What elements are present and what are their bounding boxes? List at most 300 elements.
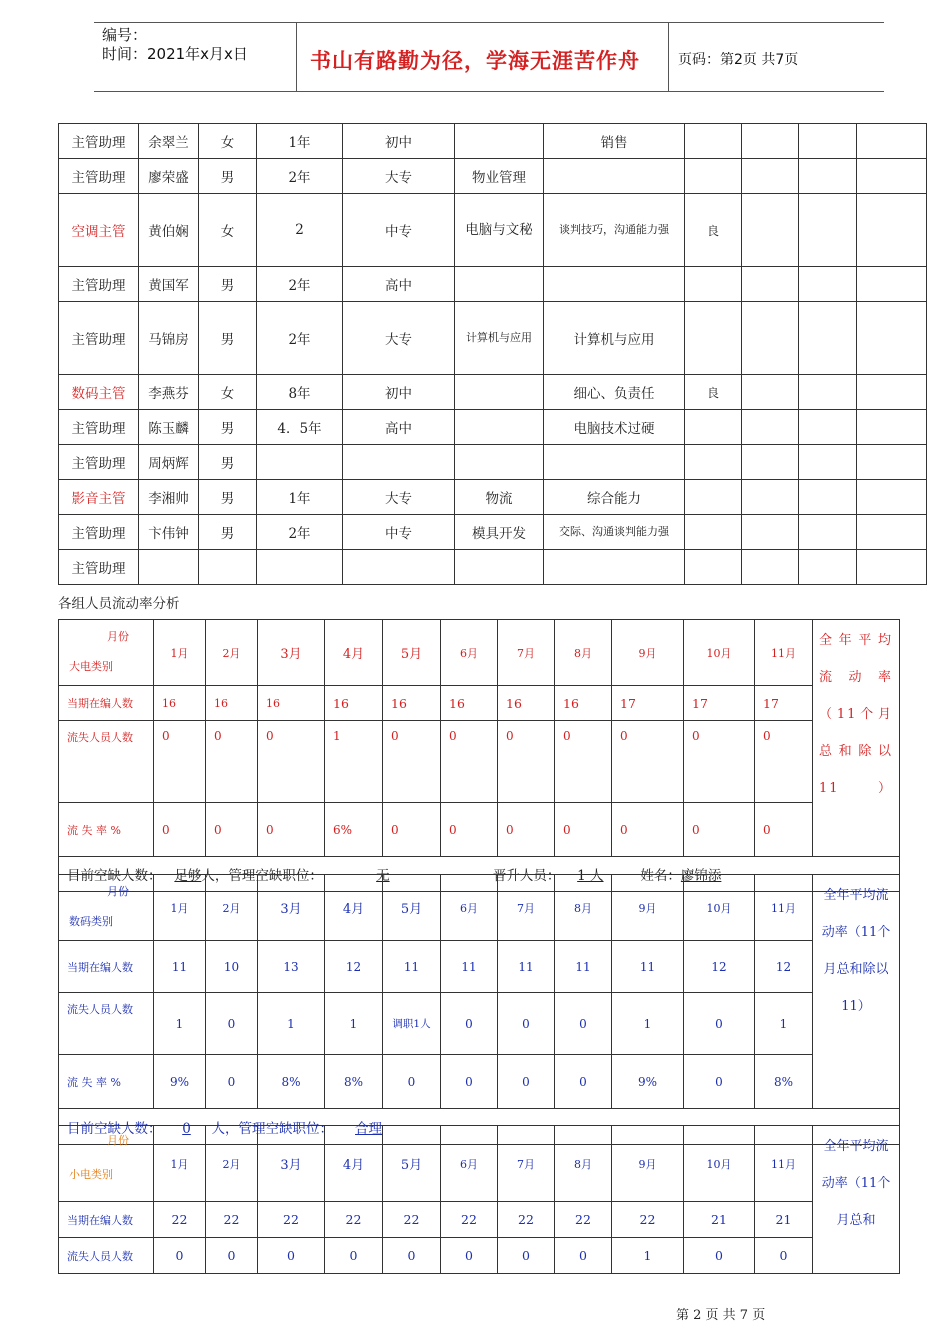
lost-value-cell: 0 (154, 721, 206, 803)
rate-label: 流 失 率 % (59, 803, 154, 857)
rate-value-cell: 0 (154, 803, 206, 857)
month-header-cell: 2月 (206, 875, 258, 941)
lost-value-cell: 0 (498, 721, 555, 803)
staff-edu-cell: 大专 (343, 302, 455, 375)
lost-label: 流失人员人数 (59, 993, 154, 1055)
staff-edu-cell: 初中 (343, 124, 455, 159)
annual-average-note: 全年平均流动率（11个月总和除以11） (821, 888, 891, 1014)
staff-empty-cell (742, 267, 799, 302)
staff-major-cell (455, 124, 544, 159)
rate-value-cell: 0 (206, 803, 258, 857)
header-motto: 书山有路勤为径，学海无涯苦作舟 (310, 48, 640, 73)
lost-value-cell: 0 (555, 993, 612, 1055)
staff-empty-cell (857, 375, 927, 410)
staff-skill-cell: 电脑技术过硬 (544, 410, 685, 445)
rate-value-cell: 0 (684, 803, 755, 857)
staff-edu-cell: 初中 (343, 375, 455, 410)
staffed-value-cell: 11 (154, 941, 206, 993)
month-label: 月份 (107, 885, 129, 898)
month-header-cell: 1月 (154, 1126, 206, 1202)
lost-value-cell: 0 (555, 721, 612, 803)
staff-skill-cell (544, 267, 685, 302)
staff-major-cell (455, 267, 544, 302)
staff-skill-cell: 销售 (544, 124, 685, 159)
staffed-value-cell: 11 (383, 941, 441, 993)
lost-value-cell: 0 (755, 721, 813, 803)
staffed-value-cell: 16 (498, 686, 555, 721)
staff-empty-cell (857, 410, 927, 445)
staff-row (59, 410, 927, 445)
vacancy-value: 0 (182, 1120, 191, 1137)
rate-value-cell: 8% (258, 1055, 325, 1109)
staff-sex-cell: 男 (199, 515, 257, 550)
staff-edu-cell (343, 445, 455, 480)
staff-empty-cell (799, 375, 857, 410)
lost-value-cell: 0 (258, 1238, 325, 1274)
staff-empty-cell (799, 480, 857, 515)
staff-major-cell: 模具开发 (455, 515, 544, 550)
month-header-cell: 5月 (383, 1126, 441, 1202)
staff-years-cell: 2年 (257, 159, 343, 194)
header-divider (296, 23, 297, 91)
staff-post-cell: 主管助理 (59, 515, 139, 550)
staff-years-cell: 1年 (257, 480, 343, 515)
month-header-cell: 3月 (258, 875, 325, 941)
month-label: 月份 (107, 630, 129, 643)
month-header-cell: 11月 (755, 1126, 813, 1202)
rate-value-cell: 0 (258, 803, 325, 857)
rate-value-cell: 8% (755, 1055, 813, 1109)
staff-empty-cell (742, 124, 799, 159)
staff-edu-cell: 中专 (343, 194, 455, 267)
staffed-value-cell: 12 (325, 941, 383, 993)
staffed-value-cell: 21 (684, 1202, 755, 1238)
rate-value-cell: 0 (755, 803, 813, 857)
lost-value-cell: 1 (325, 721, 383, 803)
staff-major-cell (455, 410, 544, 445)
staff-name-cell: 卞伟钟 (139, 515, 199, 550)
staff-grade-cell (685, 550, 742, 585)
flow-table-small-appliance (58, 1125, 900, 1274)
staffed-label: 当期在编人数 (59, 941, 154, 993)
category-label: 大电类别 (69, 660, 113, 673)
header-meta (102, 26, 248, 64)
month-header-cell: 2月 (206, 1126, 258, 1202)
month-header-cell: 6月 (441, 875, 498, 941)
staff-post-cell: 影音主管 (59, 480, 139, 515)
staff-empty-cell (799, 267, 857, 302)
staff-post-cell: 主管助理 (59, 124, 139, 159)
month-header-cell: 10月 (684, 1126, 755, 1202)
staff-grade-cell (685, 159, 742, 194)
staffed-label: 当期在编人数 (59, 686, 154, 721)
lost-value-cell: 1 (258, 993, 325, 1055)
staff-post-cell: 主管助理 (59, 302, 139, 375)
staff-years-cell: 4．5年 (257, 410, 343, 445)
staff-major-cell: 物流 (455, 480, 544, 515)
month-header-cell: 6月 (441, 1126, 498, 1202)
month-header-cell: 5月 (383, 875, 441, 941)
staff-edu-cell: 高中 (343, 410, 455, 445)
month-header-cell: 7月 (498, 1126, 555, 1202)
staffed-value-cell: 16 (154, 686, 206, 721)
staff-empty-cell (857, 515, 927, 550)
staff-post-cell: 空调主管 (59, 194, 139, 267)
staff-row (59, 480, 927, 515)
month-header-cell: 1月 (154, 875, 206, 941)
header-page-number: 页码：第2页 共7页 (678, 52, 799, 68)
staff-row (59, 267, 927, 302)
staff-skill-cell: 综合能力 (544, 480, 685, 515)
lost-value-cell: 0 (755, 1238, 813, 1274)
lost-value-cell: 0 (206, 721, 258, 803)
staff-row (59, 375, 927, 410)
month-header-cell: 7月 (498, 620, 555, 686)
lost-value-cell: 0 (441, 721, 498, 803)
staff-sex-cell: 男 (199, 480, 257, 515)
rate-label: 流 失 率 % (59, 1055, 154, 1109)
staff-empty-cell (799, 194, 857, 267)
staff-name-cell: 陈玉麟 (139, 410, 199, 445)
staff-major-cell: 物业管理 (455, 159, 544, 194)
staffed-value-cell: 12 (684, 941, 755, 993)
rate-value-cell: 0 (383, 803, 441, 857)
month-header-cell: 2月 (206, 620, 258, 686)
month-header-cell: 11月 (755, 875, 813, 941)
lost-value-cell: 1 (612, 993, 684, 1055)
staff-row (59, 124, 927, 159)
staff-row (59, 302, 927, 375)
staff-empty-cell (857, 267, 927, 302)
staffed-value-cell: 22 (383, 1202, 441, 1238)
rate-value-cell: 0 (684, 1055, 755, 1109)
staff-row (59, 550, 927, 585)
month-header-cell: 8月 (555, 1126, 612, 1202)
annual-average-cell (813, 1126, 900, 1274)
promotion-value: 1 人 (577, 868, 604, 884)
staffed-value-cell: 16 (555, 686, 612, 721)
rate-value-cell: 0 (612, 803, 684, 857)
code-label: 编号： (102, 26, 148, 44)
staffed-value-cell: 22 (154, 1202, 206, 1238)
staff-grade-cell (685, 267, 742, 302)
staff-skill-cell (544, 159, 685, 194)
staff-empty-cell (799, 302, 857, 375)
rate-value-cell: 8% (325, 1055, 383, 1109)
staff-sex-cell: 男 (199, 267, 257, 302)
staff-major-cell (455, 445, 544, 480)
month-label: 月份 (107, 1134, 129, 1147)
month-header-cell: 5月 (383, 620, 441, 686)
staff-years-cell: 2年 (257, 267, 343, 302)
promoted-name: 廖锦添 (680, 868, 722, 884)
staff-row (59, 515, 927, 550)
staff-empty-cell (857, 445, 927, 480)
staffed-value-cell: 13 (258, 941, 325, 993)
staff-empty-cell (799, 550, 857, 585)
lost-value-cell: 0 (498, 1238, 555, 1274)
lost-value-cell: 0 (684, 993, 755, 1055)
month-header-cell: 8月 (555, 875, 612, 941)
staffed-value-cell: 16 (206, 686, 258, 721)
staff-empty-cell (799, 410, 857, 445)
staff-years-cell (257, 445, 343, 480)
category-label: 小电类别 (69, 1168, 113, 1181)
staff-empty-cell (857, 550, 927, 585)
staffed-value-cell: 17 (755, 686, 813, 721)
staffed-value-cell: 16 (258, 686, 325, 721)
lost-label: 流失人员人数 (59, 721, 154, 803)
month-header-cell: 8月 (555, 620, 612, 686)
flow-table-big-appliance (58, 619, 900, 892)
staffed-value-cell: 17 (684, 686, 755, 721)
vacancy-post-value: 无 (376, 868, 390, 884)
staff-empty-cell (799, 445, 857, 480)
rate-value-cell: 9% (612, 1055, 684, 1109)
staff-years-cell: 1年 (257, 124, 343, 159)
staff-name-cell: 李湘帅 (139, 480, 199, 515)
staff-empty-cell (742, 480, 799, 515)
staff-row (59, 194, 927, 267)
month-header-row (59, 620, 900, 686)
staffed-value-cell: 10 (206, 941, 258, 993)
staff-skill-cell: 交际、沟通谈判能力强 (544, 515, 685, 550)
month-header-cell: 6月 (441, 620, 498, 686)
staff-empty-cell (742, 375, 799, 410)
staff-grade-cell: 良 (685, 375, 742, 410)
staff-major-cell: 计算机与应用 (455, 302, 544, 375)
staff-name-cell: 廖荣盛 (139, 159, 199, 194)
staff-skill-cell (544, 550, 685, 585)
lost-value-cell: 1 (612, 1238, 684, 1274)
vacancy-post-label: 人，管理空缺职位： (201, 868, 323, 884)
month-header-cell: 9月 (612, 1126, 684, 1202)
staffed-value-cell: 22 (206, 1202, 258, 1238)
staff-name-cell (139, 550, 199, 585)
category-label: 数码类别 (69, 915, 113, 928)
staff-sex-cell: 女 (199, 375, 257, 410)
staff-skill-cell: 谈判技巧，沟通能力强 (544, 194, 685, 267)
rate-value-cell: 0 (383, 1055, 441, 1109)
rate-value-cell: 0 (555, 1055, 612, 1109)
vacancy-label: 目前空缺人数： (67, 868, 162, 884)
lost-value-cell: 1 (755, 993, 813, 1055)
staff-skill-cell: 计算机与应用 (544, 302, 685, 375)
month-header-cell: 3月 (258, 620, 325, 686)
staff-empty-cell (742, 410, 799, 445)
lost-value-cell: 0 (441, 1238, 498, 1274)
staffed-value-cell: 12 (755, 941, 813, 993)
lost-value-cell: 0 (383, 1238, 441, 1274)
month-header-cell: 10月 (684, 875, 755, 941)
staff-post-cell: 主管助理 (59, 267, 139, 302)
staff-sex-cell: 男 (199, 159, 257, 194)
staff-edu-cell: 大专 (343, 480, 455, 515)
staff-grade-cell (685, 480, 742, 515)
staffed-value-cell: 22 (258, 1202, 325, 1238)
staffed-value-cell: 22 (555, 1202, 612, 1238)
staffed-value-cell: 17 (612, 686, 684, 721)
staff-name-cell: 余翠兰 (139, 124, 199, 159)
staffed-label: 当期在编人数 (59, 1202, 154, 1238)
section-title: 各组人员流动率分析 (58, 596, 180, 612)
staff-edu-cell: 中专 (343, 515, 455, 550)
lost-value-cell: 0 (383, 721, 441, 803)
month-header-cell: 10月 (684, 620, 755, 686)
staff-skill-cell: 细心、负责任 (544, 375, 685, 410)
promotion-label: 晋升人员： (492, 868, 561, 884)
staff-empty-cell (799, 159, 857, 194)
rate-value-cell: 0 (441, 803, 498, 857)
rate-value-cell: 0 (441, 1055, 498, 1109)
staff-post-cell: 主管助理 (59, 550, 139, 585)
month-header-cell: 4月 (325, 620, 383, 686)
lost-value-cell: 1 (325, 993, 383, 1055)
staffed-value-cell: 16 (383, 686, 441, 721)
staff-sex-cell: 女 (199, 124, 257, 159)
vacancy-post-value: 合理 (355, 1120, 382, 1137)
staff-name-cell: 马锦房 (139, 302, 199, 375)
staff-sex-cell: 男 (199, 410, 257, 445)
staff-grade-cell (685, 410, 742, 445)
staff-empty-cell (857, 194, 927, 267)
rate-value-cell: 6% (325, 803, 383, 857)
vacancy-post-label: 人，管理空缺职位： (211, 1120, 333, 1137)
staff-empty-cell (857, 302, 927, 375)
time-label: 时间：2021年x月x日 (102, 45, 248, 63)
staff-edu-cell: 大专 (343, 159, 455, 194)
staff-name-cell: 李燕芬 (139, 375, 199, 410)
month-category-header (59, 1126, 154, 1202)
staffed-value-cell: 22 (612, 1202, 684, 1238)
staff-major-cell: 电脑与文秘 (455, 194, 544, 267)
staff-empty-cell (857, 124, 927, 159)
staff-name-cell: 周炳辉 (139, 445, 199, 480)
staffed-value-cell: 22 (498, 1202, 555, 1238)
staff-post-cell: 数码主管 (59, 375, 139, 410)
staffed-value-cell: 11 (441, 941, 498, 993)
page-header (94, 22, 884, 92)
month-header-cell: 1月 (154, 620, 206, 686)
staff-edu-cell: 高中 (343, 267, 455, 302)
staff-years-cell: 2年 (257, 515, 343, 550)
staff-sex-cell (199, 550, 257, 585)
staff-name-cell: 黄国军 (139, 267, 199, 302)
staffed-value-cell: 16 (325, 686, 383, 721)
month-header-cell: 3月 (258, 1126, 325, 1202)
staff-years-cell: 8年 (257, 375, 343, 410)
staff-sex-cell: 男 (199, 445, 257, 480)
staff-row (59, 445, 927, 480)
month-header-cell: 4月 (325, 1126, 383, 1202)
month-header-cell: 9月 (612, 875, 684, 941)
staff-empty-cell (742, 194, 799, 267)
staff-grade-cell (685, 445, 742, 480)
page-footer: 第 2 页 共 7 页 (676, 1308, 766, 1323)
annual-average-cell (813, 875, 900, 1109)
staffed-value-cell: 11 (612, 941, 684, 993)
lost-value-cell: 0 (206, 1238, 258, 1274)
staff-major-cell (455, 375, 544, 410)
lost-value-cell: 0 (684, 1238, 755, 1274)
lost-value-cell: 0 (258, 721, 325, 803)
header-divider (668, 23, 669, 91)
name-label: 姓名： (640, 868, 681, 884)
rate-value-cell: 0 (498, 803, 555, 857)
staff-empty-cell (799, 515, 857, 550)
staff-years-cell (257, 550, 343, 585)
staffed-value-cell: 11 (555, 941, 612, 993)
annual-average-cell (813, 620, 900, 857)
lost-value-cell: 0 (612, 721, 684, 803)
rate-value-cell: 0 (498, 1055, 555, 1109)
staff-skill-cell (544, 445, 685, 480)
lost-value-cell: 0 (555, 1238, 612, 1274)
staff-empty-cell (742, 302, 799, 375)
staff-grade-cell (685, 302, 742, 375)
staff-grade-cell: 良 (685, 194, 742, 267)
annual-average-note: 全年平均流动率（11个月总和除以11） (819, 633, 893, 796)
staff-edu-cell (343, 550, 455, 585)
lost-value-cell: 0 (498, 993, 555, 1055)
month-header-cell: 4月 (325, 875, 383, 941)
staff-row (59, 159, 927, 194)
month-header-cell: 9月 (612, 620, 684, 686)
lost-value-cell: 0 (325, 1238, 383, 1274)
annual-average-note: 全年平均流动率（11个月总和 (821, 1139, 891, 1228)
staff-table (58, 123, 927, 585)
vacancy-label: 目前空缺人数： (67, 1120, 162, 1137)
staff-empty-cell (857, 159, 927, 194)
lost-value-cell: 调职1人 (383, 993, 441, 1055)
flow-table-digital (58, 874, 900, 1145)
lost-value-cell: 0 (441, 993, 498, 1055)
staffed-value-cell: 22 (441, 1202, 498, 1238)
rate-value-cell: 9% (154, 1055, 206, 1109)
lost-value-cell: 1 (154, 993, 206, 1055)
staff-empty-cell (742, 515, 799, 550)
staff-post-cell: 主管助理 (59, 445, 139, 480)
rate-value-cell: 0 (555, 803, 612, 857)
month-category-header (59, 620, 154, 686)
staff-empty-cell (742, 159, 799, 194)
lost-label: 流失人员人数 (59, 1238, 154, 1274)
month-header-cell: 7月 (498, 875, 555, 941)
staffed-value-cell: 22 (325, 1202, 383, 1238)
staff-grade-cell (685, 515, 742, 550)
staff-major-cell (455, 550, 544, 585)
staff-name-cell: 黄伯娴 (139, 194, 199, 267)
staff-years-cell: 2年 (257, 302, 343, 375)
lost-value-cell: 0 (684, 721, 755, 803)
staff-grade-cell (685, 124, 742, 159)
lost-value-cell: 0 (206, 993, 258, 1055)
staffed-value-cell: 21 (755, 1202, 813, 1238)
staff-years-cell: 2 (257, 194, 343, 267)
staff-sex-cell: 女 (199, 194, 257, 267)
staff-empty-cell (742, 550, 799, 585)
staff-post-cell: 主管助理 (59, 410, 139, 445)
rate-value-cell: 0 (206, 1055, 258, 1109)
staffed-value-cell: 16 (441, 686, 498, 721)
staff-empty-cell (799, 124, 857, 159)
staff-empty-cell (742, 445, 799, 480)
staff-sex-cell: 男 (199, 302, 257, 375)
staff-empty-cell (857, 480, 927, 515)
staffed-value-cell: 11 (498, 941, 555, 993)
vacancy-value: 足够 (174, 868, 202, 884)
month-category-header (59, 875, 154, 941)
